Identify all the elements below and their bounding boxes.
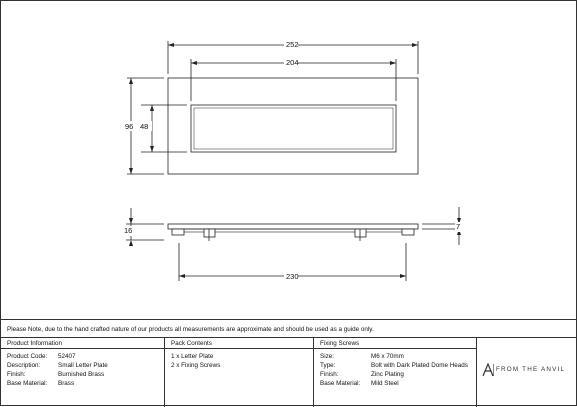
dim-fixing-centres: 230: [286, 272, 299, 281]
dim-depth: 16: [124, 226, 133, 235]
product-code-row: Product Code: 52407: [7, 353, 76, 360]
brand-name: FROM THE ANVIL: [496, 366, 566, 373]
finish-row: Finish: Burnished Brass: [7, 371, 105, 378]
screw-base-material-row: Base Material: Mild Steel: [320, 380, 399, 387]
brand-logo: [477, 338, 577, 407]
fixing-lug-right: [355, 229, 366, 237]
dim-plate-thickness: 7: [456, 222, 461, 231]
fixing-screws-heading: Fixing Screws: [314, 338, 476, 349]
technical-drawing: [1, 1, 577, 319]
anvil-logo-icon: [482, 363, 494, 377]
fixing-lug-left: [204, 229, 215, 237]
dim-overall-width: 252: [286, 40, 299, 49]
pack-item: 1 x Letter Plate: [171, 353, 214, 360]
pack-item: 2 x Fixing Screws: [171, 362, 221, 369]
product-information-panel: [1, 338, 165, 407]
fixing-screws-panel: [314, 338, 477, 407]
screw-type-row: Type: Bolt with Dark Plated Dome Heads: [320, 362, 468, 369]
base-material-row: Base Material: Brass: [7, 380, 75, 387]
slot-outline: [191, 105, 396, 152]
dim-slot-height: 48: [140, 122, 149, 131]
description-row: Description: Small Letter Plate: [7, 362, 108, 369]
dim-overall-height: 96: [125, 122, 134, 131]
pack-contents-heading: Pack Contents: [165, 338, 313, 349]
product-information-heading: Product Information: [1, 338, 164, 349]
pack-contents-panel: [165, 338, 314, 407]
screw-size-row: Size: M6 x 70mm: [320, 353, 404, 360]
plate-side-outline: [168, 224, 418, 229]
plate-outline: [168, 78, 418, 174]
dim-slot-width: 204: [286, 58, 299, 67]
disclaimer-note: Please Note, due to the hand crafted nature of our products all measurements are approximate and should be used as a guide only.: [1, 319, 577, 338]
slot-inner-outline: [194, 108, 393, 149]
screw-finish-row: Finish: Zinc Plating: [320, 371, 404, 378]
